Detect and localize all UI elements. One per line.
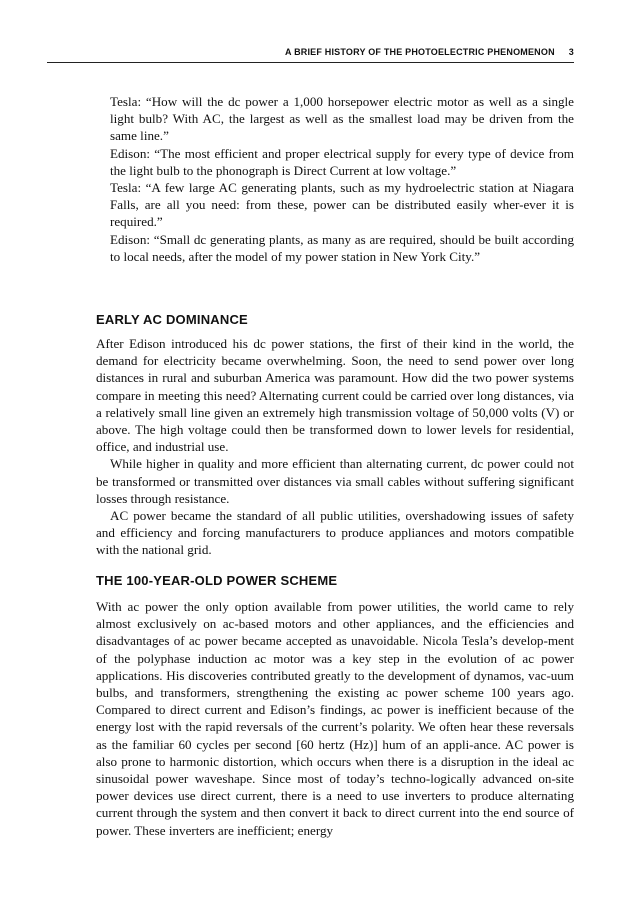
- quote-paragraph: Tesla: “How will the dc power a 1,000 horsepower electric motor as well as a single light bulb? With AC, the largest as well as the smallest load may be driven from the same line.”: [110, 94, 574, 144]
- page-number: 3: [568, 47, 574, 57]
- running-title: A BRIEF HISTORY OF THE PHOTOELECTRIC PHENOMENON: [285, 47, 555, 57]
- header-rule: [47, 62, 574, 63]
- quote-block: [110, 93, 574, 265]
- running-header: [100, 47, 574, 61]
- section-heading-power-scheme: THE 100-YEAR-OLD POWER SCHEME: [96, 573, 338, 588]
- quote-paragraph: Edison: “Small dc generating plants, as many as are required, should be built according to local needs, after the model of my power station in New York City.”: [110, 231, 574, 264]
- body-paragraph: After Edison introduced his dc power stations, the first of their kind in the world, the demand for electricity became overwhelming. Soon, the need to send power over long distances in rural and suburban America was paramount. How did the two power systems compare in meeting this need? Alternating current could be carried over long distances, via a relatively small line given an extremely high transmission voltage of 50,000 volts (V) or above. The high voltage could then be transformed down to lower levels for residential, office, and industrial use.: [96, 336, 574, 455]
- section-body-power-scheme: [96, 598, 574, 839]
- body-paragraph: With ac power the only option available from power utilities, the world came to rely almost exclusively on ac-based motors and other appliances, and the efficiencies and disadvantages of ac power became accepted as unavoidable. Nicola Tesla’s develop-ment of the polyphase induction ac motor was a key step in the evolution of ac power applications. His discoveries contributed greatly to the development of dynamos, vac-uum bulbs, and transformers, strengthening the existing ac power scheme 100 years ago. Compared to direct current and Edison’s findings, ac power is inefficient because of the energy lost with the rapid reversals of the current’s polarity. We often hear these reversals as the familiar 60 cycles per second [60 hertz (Hz)] hum of an appli-ance. AC power is also prone to harmonic distortion, which occurs when there is a disruption in the ideal ac sinusoidal power waveshape. Since most of today’s techno-logically advanced on-site power devices use direct current, there is a need to use inverters to produce alternating current through the system and then convert it back to direct current into the end source of power. These inverters are inefficient; energy: [96, 599, 574, 838]
- body-paragraph: AC power became the standard of all public utilities, overshadowing issues of safety and efficiency and forcing manufacturers to produce appliances and motors compatible with the national grid.: [96, 508, 574, 558]
- section-heading-early-ac-dominance: EARLY AC DOMINANCE: [96, 312, 248, 327]
- body-paragraph: While higher in quality and more efficient than alternating current, dc power could not be transformed or transmitted over distances via small cables without suffering significant losses through resistance.: [96, 456, 574, 506]
- quote-paragraph: Tesla: “A few large AC generating plants, such as my hydroelectric station at Niagara Falls, are all you need: from these, power can be distributed easily wher-ever it is required.”: [110, 180, 574, 230]
- section-body-early-ac-dominance: [96, 335, 574, 559]
- quote-paragraph: Edison: “The most efficient and proper electrical supply for every type of device from the light bulb to the phonograph is Direct Current at low voltage.”: [110, 145, 574, 178]
